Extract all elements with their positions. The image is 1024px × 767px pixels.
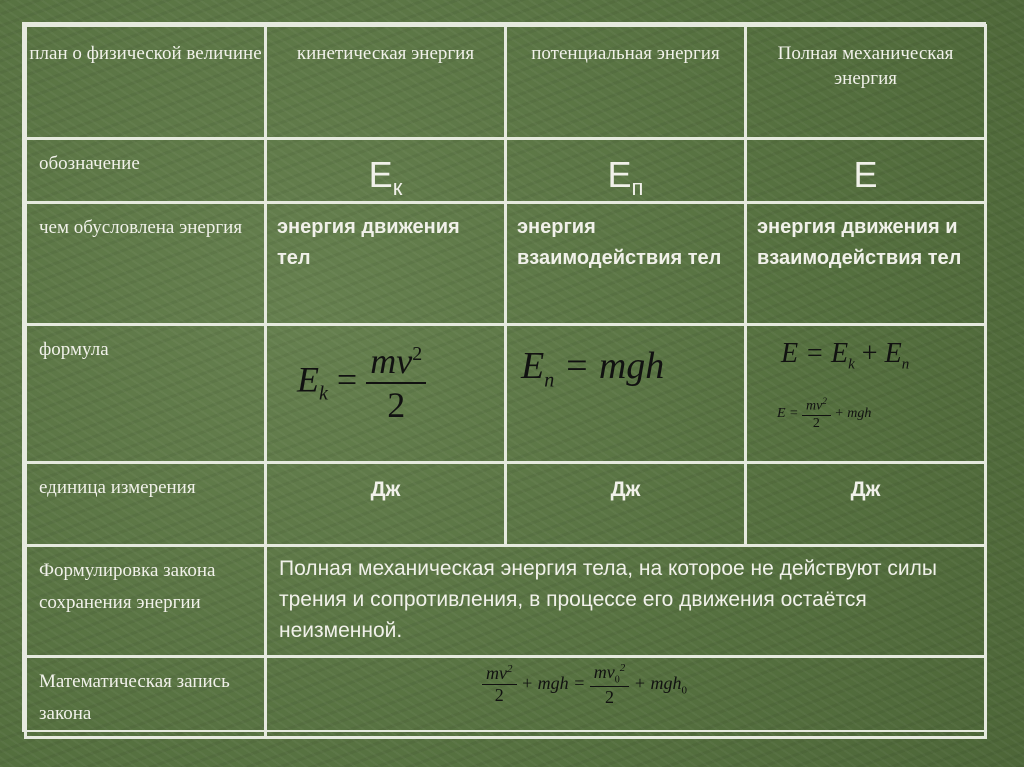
math-label: Математическая запись закона bbox=[26, 657, 266, 738]
total-formula-line1 bbox=[781, 338, 909, 374]
unit-row bbox=[26, 463, 986, 546]
kinetic-unit: Дж bbox=[266, 463, 506, 546]
math-right-num bbox=[590, 662, 630, 687]
math-row bbox=[26, 657, 986, 738]
law-row bbox=[26, 546, 986, 657]
math-right-plus: + mgh bbox=[633, 672, 682, 693]
potential-unit: Дж bbox=[506, 463, 746, 546]
total-line1-t1-sub: k bbox=[848, 356, 855, 373]
math-right-den: 2 bbox=[605, 686, 615, 707]
total-formula bbox=[746, 325, 986, 463]
kinetic-fraction-den: 2 bbox=[387, 385, 406, 425]
header-total-energy: Полная механическая энергия bbox=[746, 26, 986, 139]
math-left-den: 2 bbox=[494, 685, 504, 706]
kinetic-num-text: mv bbox=[370, 341, 413, 381]
law-text: Полная механическая энергия тела, на которое не действуют силы трения и сопротивления, в процессе его движения остаётся неизменной. bbox=[266, 546, 986, 657]
total-symbol: E bbox=[746, 139, 986, 203]
kinetic-cause: энергия движения тел bbox=[266, 203, 506, 325]
kinetic-symbol-sub: к bbox=[392, 175, 403, 200]
formula-label: формула bbox=[26, 325, 266, 463]
kinetic-formula bbox=[266, 325, 506, 463]
math-right-fraction bbox=[590, 662, 630, 708]
unit-label: единица измерения bbox=[26, 463, 266, 546]
potential-formula-lhs: E bbox=[521, 345, 545, 387]
total-cause: энергия движения и взаимодействия тел bbox=[746, 203, 986, 325]
math-law bbox=[266, 657, 986, 738]
kinetic-formula-lhs-sub: k bbox=[319, 382, 328, 405]
potential-formula bbox=[506, 325, 746, 463]
header-row bbox=[26, 26, 986, 139]
math-right-num-sub: 0 bbox=[614, 674, 620, 686]
cause-row bbox=[26, 203, 986, 325]
math-left-plus: + mgh = bbox=[521, 672, 586, 693]
total-line1-t2: E bbox=[884, 338, 902, 369]
total-line2-num-sup: 2 bbox=[822, 396, 827, 406]
math-right-num-sup: 2 bbox=[619, 662, 626, 674]
kinetic-num-sup: 2 bbox=[412, 343, 423, 365]
total-line2-rhs: + mgh bbox=[834, 406, 872, 422]
total-line1-plus: + bbox=[861, 338, 878, 369]
kinetic-fraction-num bbox=[366, 340, 426, 384]
potential-symbol-base: E bbox=[607, 154, 632, 195]
math-left-num-text: mv bbox=[486, 663, 507, 684]
potential-symbol bbox=[506, 139, 746, 203]
kinetic-formula-lhs: E bbox=[297, 359, 319, 400]
math-right-plus-sub: 0 bbox=[681, 684, 687, 697]
designation-row bbox=[26, 139, 986, 203]
kinetic-symbol-base: E bbox=[368, 154, 393, 195]
potential-cause: энергия взаимодействия тел bbox=[506, 203, 746, 325]
total-line1-t2-sub: n bbox=[901, 356, 910, 373]
total-line2-num bbox=[802, 396, 831, 416]
formula-row bbox=[26, 325, 986, 463]
total-line2-lhs: E = bbox=[777, 406, 799, 422]
header-kinetic-energy: кинетическая энергия bbox=[266, 26, 506, 139]
math-left-fraction bbox=[482, 663, 517, 706]
total-line1-lhs: E = bbox=[781, 338, 824, 369]
kinetic-symbol bbox=[266, 139, 506, 203]
potential-symbol-sub: п bbox=[631, 175, 644, 200]
header-potential-energy: потенциальная энергия bbox=[506, 26, 746, 139]
total-formula-line2 bbox=[777, 396, 871, 432]
math-law-equation bbox=[482, 662, 687, 708]
math-left-num bbox=[482, 663, 517, 685]
designation-label: обозначение bbox=[26, 139, 266, 203]
total-line2-fraction bbox=[802, 396, 831, 432]
kinetic-fraction bbox=[366, 340, 426, 426]
math-left-num-sup: 2 bbox=[507, 663, 513, 676]
math-right-num-text: mv bbox=[593, 662, 615, 682]
header-quantity-plan: план о физической величине bbox=[26, 26, 266, 139]
total-line1-t1: E bbox=[831, 338, 849, 369]
potential-formula-rhs: = mgh bbox=[563, 345, 665, 387]
cause-label: чем обусловлена энергия bbox=[26, 203, 266, 325]
law-label: Формулировка закона сохранения энергии bbox=[26, 546, 266, 657]
total-line2-num-text: mv bbox=[806, 398, 823, 414]
energy-table bbox=[24, 24, 987, 739]
kinetic-equals: = bbox=[336, 359, 358, 400]
total-line2-den: 2 bbox=[812, 415, 820, 431]
total-unit: Дж bbox=[746, 463, 986, 546]
potential-formula-lhs-sub: n bbox=[544, 369, 555, 392]
